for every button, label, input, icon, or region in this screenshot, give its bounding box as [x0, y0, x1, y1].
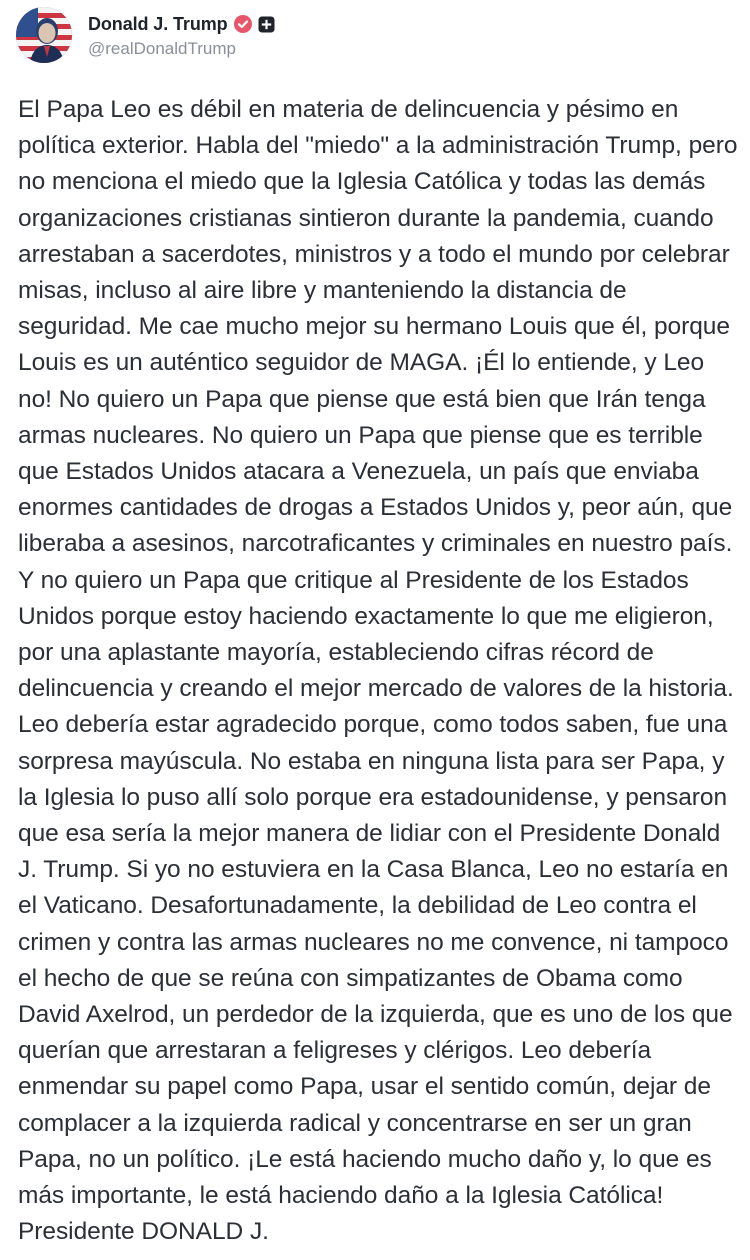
author-identity: [88, 11, 275, 59]
post-body-text: El Papa Leo es débil en materia de delincuencia y pésimo en política exterior. Habla del "miedo" a la administración Trump, pero no menciona el miedo que la Iglesia Católica y todas las demás organizaciones cristianas sintieron durante la pandemia, cuando arrestaban a sacerdotes, ministros y a todo el mundo por celebrar misas, incluso al aire libre y manteniendo la distancia de seguridad. Me cae mucho mejor su hermano Louis que él, porque Louis es un auténtico seguidor de MAGA. ¡Él lo entiende, y Leo no! No quiero un Papa que piense que está bien que Irán tenga armas nucleares. No quiero un Papa que piense que es terrible que Estados Unidos atacara a Venezuela, un país que enviaba enormes cantidades de drogas a Estados Unidos y, peor aún, que liberaba a asesinos, narcotraficantes y criminales en nuestro país. Y no quiero un Papa que critique al Presidente de los Estados Unidos porque estoy haciendo exactamente lo que me eligieron, por una aplastante mayoría, estableciendo cifras récord de delincuencia y creando el mejor mercado de valores de la historia. Leo debería estar agradecido porque, como todos saben, fue una sorpresa mayúscula. No estaba en ninguna lista para ser Papa, y la Iglesia lo puso allí solo porque era estadounidense, y pensaron que esa sería la mejor manera de lidiar con el Presidente Donald J. Trump. Si yo no estuviera en la Casa Blanca, Leo no estaría en el Vaticano. Desafortunadamente, la debilidad de Leo contra el crimen y contra las armas nucleares no me convence, ni tampoco el hecho de que se reúna con simpatizantes de Obama como David Axelrod, un perdedor de la izquierda, que es uno de los que querían que arrestaran a feligreses y clérigos. Leo debería enmendar su papel como Papa, usar el sentido común, dejar de complacer a la izquierda radical y concentrarse en ser un gran Papa, no un político. ¡Le está haciendo mucho daño y, lo que es más importante, le está haciendo daño a la Iglesia Católica! Presidente DONALD J.: [18, 96, 738, 1246]
avatar-portrait-icon: [16, 7, 72, 63]
plus-square-icon: [258, 16, 275, 33]
author-display-name[interactable]: Donald J. Trump: [88, 13, 228, 34]
avatar[interactable]: [16, 7, 72, 63]
name-row: [88, 11, 275, 37]
verified-badge-icon: [234, 15, 252, 33]
author-handle[interactable]: @realDonaldTrump: [88, 39, 236, 58]
post-header: [16, 4, 275, 66]
